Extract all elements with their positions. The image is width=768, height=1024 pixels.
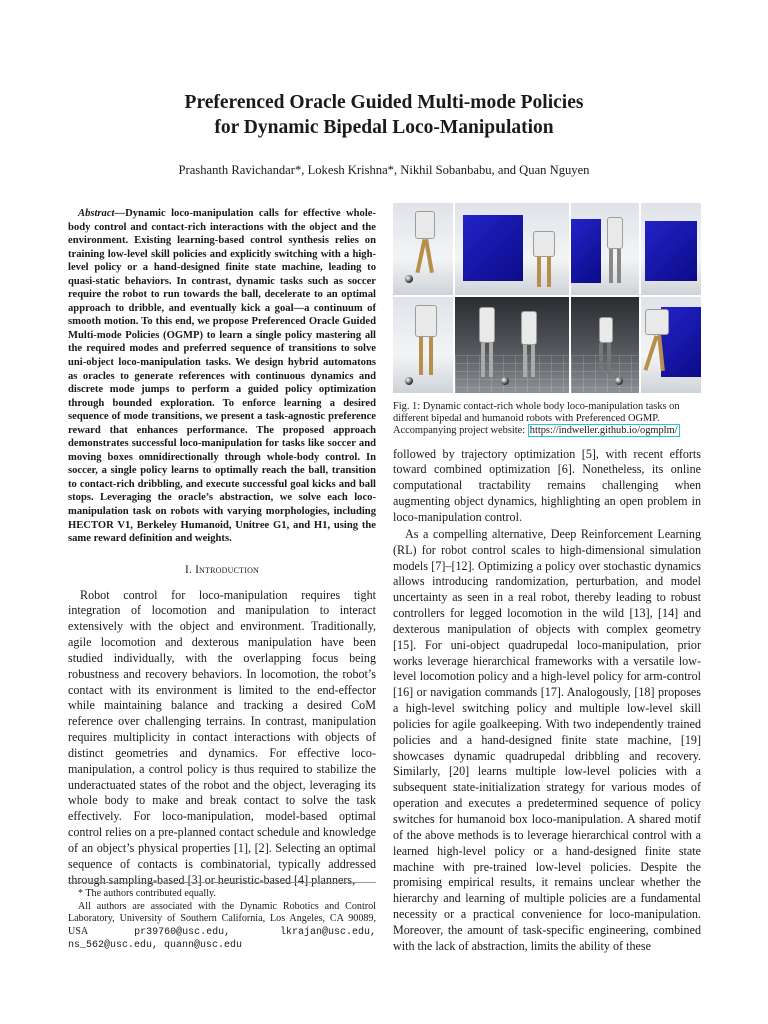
- title-line-1: Preferenced Oracle Guided Multi-mode Policies: [184, 92, 584, 113]
- robot-body: [599, 317, 613, 343]
- section-number: I.: [184, 563, 192, 576]
- title-line-2: for Dynamic Bipedal Loco-Manipulation: [214, 117, 554, 138]
- robot-leg: [537, 257, 541, 287]
- blue-box: [645, 221, 697, 281]
- section-title: Introduction: [195, 563, 260, 576]
- footnote-emails: pr39760@usc.edu, lkrajan@usc.edu, ns_562@usc.edu, quann@usc.edu: [68, 926, 376, 952]
- panel-biped-soccer: [571, 297, 639, 393]
- blue-box: [571, 219, 601, 283]
- robot-body: [415, 305, 437, 337]
- robot-leg: [419, 337, 423, 375]
- robot-body: [645, 309, 669, 335]
- right-paragraph-1: followed by trajectory optimization [5], with recent efforts toward combined optimization [6]. Nonetheless, its online computational tractability remains challenging when augmenting object dynamics, highlighting an open problem in loco-manipulation control.: [393, 446, 701, 524]
- robot-body: [533, 231, 555, 257]
- abstract-lead: Abstract: [78, 208, 115, 219]
- humanoid-leg: [617, 249, 621, 283]
- panel-box-push: [455, 203, 569, 295]
- soccer-ball: [405, 275, 413, 283]
- humanoid-body: [521, 311, 537, 345]
- abstract-body: Dynamic loco-manipulation calls for effective whole-body control and contact-rich interactions with the object and the environment. Existing learning-based control synthesis relies on training low-level skill policies and explicitly switching with a high-level policy or a hand-designed finite state machine, leading to quasi-static behaviors. In contrast, dynamic tasks such as soccer require the robot to run towards the ball, decelerate to an optimal approach to dribble, and eventually kick a goal—a continuum of smooth motion. To this end, we propose Preferenced Oracle Guided Multi-mode Policies (OGMP) to learn a single policy mastering all the required modes and preferred sequence of transitions to solve uni-object loco-manipulation tasks. We design hybrid automatons as oracles to generate references with continuous dynamics and discrete mode jumps to perform a guided policy optimization through bounded exploration. To enforce learning a desired sequence of mode transitions, we present a task-agnostic preference reward that enhances performance. The proposed approach demonstrates successful loco-manipulation for tasks like soccer and moving boxes omnidirectionally through whole-body control. In soccer, a single policy learns to optimally reach the ball, transition to contact-rich dribbling, and execute successful goal kicks and ball stops. Leveraging the oracle’s abstraction, we solve each loco-manipulation task on robots with varying morphologies, including HECTOR V1, Berkeley Humanoid, Unitree G1, and H1, using the same reward definition and weights.: [68, 208, 376, 545]
- intro-paragraph-1: Robot control for loco-manipulation requires tight integration of locomotion and manipulation to interact extensively with the object and environment. Traditionally, agile locomotion and dexterous manipulation have been studied individually, with the overlapping focus being robustness and recovery behaviors. In locomotion, the robot’s contact with its environment is limited to the end-effector while maintaining balance and tracking a desired CoM reference over challenging terrains. In contrast, manipulation requires multiplicity in contact interactions with objects of distinct geometries and dynamics. For effective loco-manipulation, a control policy is thus required to stabilize the underactuated states of the robot and the object, leveraging its whole body to make and break contact to solve the task effectively. For loco-manipulation, model-based optimal control relies on a pre-planned contact schedule and knowledge of an object’s physical properties [1], [2]. Selecting an optimal sequence of contacts is combinatorial, typically addressed through sampling-based [3] or heuristic-based [4] planners,: [68, 587, 376, 887]
- panel-box-side: [641, 203, 701, 295]
- panel-hector-kick: [393, 297, 453, 393]
- soccer-ball: [405, 377, 413, 385]
- robot-leg: [547, 257, 551, 287]
- robot-body: [415, 211, 435, 239]
- panel-humanoid-soccer: [455, 297, 569, 393]
- robot-leg: [424, 239, 434, 273]
- humanoid-leg: [531, 345, 535, 377]
- right-column: [393, 203, 701, 955]
- humanoid-body: [607, 217, 623, 249]
- footnote-affiliation-text: All authors are associated with the Dynamic Robotics and Control Laboratory, University of Southern California, Los Angeles, CA 90089, USA: [68, 900, 376, 937]
- humanoid-leg: [489, 343, 493, 377]
- right-paragraph-2: As a compelling alternative, Deep Reinforcement Learning (RL) for robot control scales to high-dimensional simulation models [7]–[12]. Optimizing a policy over stochastic dynamics allows introducing randomization, perturbation, and model uncertainty as seen in a real robot, thereby leading to robust controllers for legged locomotion in the wild [13], [14] and dexterous manipulation of objects with complex geometry [15]. For uni-object quadrupedal loco-manipulation, prior works leverage hierarchical frameworks with a versatile low-level locomotion policy and a high-level policy for arm-control [16] or navigation commands [17]. Analogously, [18] proposes a high-level switching policy and multiple low-level skill policies for agile goalkeeping. With two independently trained policies and a hand-designed finite state machine, [19] showcases dynamic quadrupedal dribbling and recovery. Similarly, [20] learns multiple low-level policies with a subsequent state-initialization strategy for various modes of operation and executes a predetermined sequence of policy switches for humanoid box loco-manipulation. A shared motif of the above methods is to leverage hierarchical control with a learned high-level policy or a hand-designed finite state machine with pre-trained low-level policies. Despite the promising empirical results, it remains unclear whether the hierarchy and learning of multiple policies are a fundamental necessity or a practical convenience for loco-manipulation. Moreover, the amount of task-specific engineering, combined with the lack of abstraction, limits the ability of these: [393, 526, 701, 953]
- section-heading-introduction: [68, 563, 376, 579]
- humanoid-leg: [609, 249, 613, 283]
- abstract-dash: —: [114, 208, 126, 219]
- ground-grid: [571, 355, 639, 393]
- ground-grid: [455, 355, 569, 393]
- robot-leg: [644, 335, 659, 370]
- soccer-ball: [501, 377, 509, 385]
- soccer-ball: [615, 377, 623, 385]
- humanoid-leg: [481, 343, 485, 377]
- humanoid-leg: [523, 345, 527, 377]
- figure-caption: [393, 401, 701, 438]
- project-website-link[interactable]: https://indweller.github.io/ogmplm/: [529, 425, 678, 437]
- footnote-equal-contribution: * The authors contributed equally.: [78, 888, 216, 899]
- panel-humanoid-box: [571, 203, 639, 295]
- panel-hector-box: [393, 203, 453, 295]
- caption-label: Fig. 1:: [393, 401, 421, 412]
- caption-text: Dynamic contact-rich whole body loco-manipulation tasks on different bipedal and humanoid robots with Preferenced OGMP. Accompanying project website:: [393, 401, 680, 437]
- robot-leg: [599, 343, 603, 373]
- paper-title: [0, 90, 768, 140]
- footnotes: [68, 882, 376, 953]
- humanoid-body: [479, 307, 495, 343]
- abstract: [68, 207, 376, 546]
- left-column: [68, 207, 376, 889]
- footnote-affiliation: [68, 901, 376, 953]
- author-list: Prashanth Ravichandar*, Lokesh Krishna*, Nikhil Sobanbabu, and Quan Nguyen: [178, 163, 590, 177]
- blue-box: [463, 215, 523, 281]
- figure-1-robots: [393, 203, 701, 393]
- robot-leg: [607, 343, 611, 373]
- robot-leg: [429, 337, 433, 375]
- panel-hector-box-close: [641, 297, 701, 393]
